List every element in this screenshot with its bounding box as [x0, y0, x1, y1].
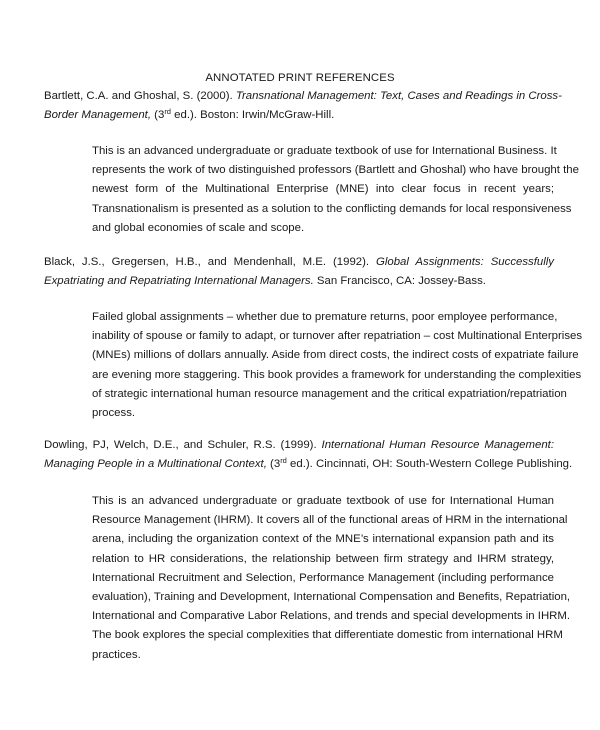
citation-line: Dowling, PJ, Welch, D.E., and Schuler, R.S. (1999). International Human Resource Management: [44, 439, 555, 451]
annotation-black [92, 308, 583, 423]
annotation-line: and global economies of scale and scope. [92, 221, 305, 234]
annotation-line: This is an advanced undergraduate or graduate textbook of use for International Human [92, 495, 554, 507]
annotation-line: Transnationalism is presented as a solution to the conflicting demands for local responsiveness [92, 202, 572, 215]
annotation-line: This is an advanced undergraduate or graduate textbook of use for International Business. It [92, 145, 557, 157]
citation-line: Bartlett, C.A. and Ghoshal, S. (2000). Transnational Management: Text, Cases and Readings in Cross- [44, 90, 562, 102]
citation-line: Black, J.S., Gregersen, H.B., and Mendenhall, M.E. (1992). Global Assignments: Successfully [44, 256, 555, 268]
citation-line: Expatriating and Repatriating International Managers. San Francisco, CA: Jossey-Bass. [44, 275, 486, 287]
annotation-line: of strategic international human resource management and the critical expatriation/repatriation [92, 387, 567, 400]
citation-black [44, 253, 554, 291]
annotation-line: newest form of the Multinational Enterprise (MNE) into clear focus in recent years; [92, 183, 554, 196]
annotation-line: practices. [92, 648, 141, 661]
annotation-line: Resource Management (IHRM). It covers all of the functional areas of HRM in the international [92, 514, 568, 527]
annotation-line: represents the work of two distinguished professors (Bartlett and Ghoshal) who have brought the [92, 164, 579, 177]
annotation-line: inability of spouse or family to adapt, or turnover after repatriation – cost Multinational Enterprises [92, 330, 583, 343]
annotation-line: evaluation), Training and Development, International Compensation and Benefits, Repatriation, [92, 591, 571, 604]
annotation-line: The book explores the special complexities that differentiate domestic from international HRM [92, 629, 563, 642]
annotation-line: Failed global assignments – whether due to premature returns, poor employee performance, [92, 311, 558, 323]
annotation-line: process. [92, 407, 136, 420]
annotation-line: arena, including the organization context of the MNE’s international expansion path and its [92, 533, 554, 546]
citation-dowling [44, 436, 573, 474]
annotation-line: (MNEs) millions of dollars annually. Aside from direct costs, the indirect costs of expatriate failure [92, 349, 579, 362]
citation-line: Border Management, (3rd ed.). Boston: Irwin/McGraw-Hill. [44, 107, 335, 121]
annotation-dowling [92, 492, 571, 665]
annotation-line: relation to HR considerations, the relationship between firm strategy and IHRM strategy, [92, 552, 554, 565]
annotation-line: International and Comparative Labor Relations, and trends and special developments in IHRM. [92, 610, 571, 623]
document-title: ANNOTATED PRINT REFERENCES [205, 72, 395, 84]
citation-line: Managing People in a Multinational Context, (3rd ed.). Cincinnati, OH: South-Western College Publishing. [44, 456, 573, 470]
annotation-bartlett [92, 142, 579, 238]
annotation-line: International Recruitment and Selection, Performance Management (including performance [92, 571, 554, 584]
citation-bartlett [44, 87, 562, 125]
annotation-line: are evening more staggering. This book provides a framework for understanding the complexities [92, 368, 582, 381]
